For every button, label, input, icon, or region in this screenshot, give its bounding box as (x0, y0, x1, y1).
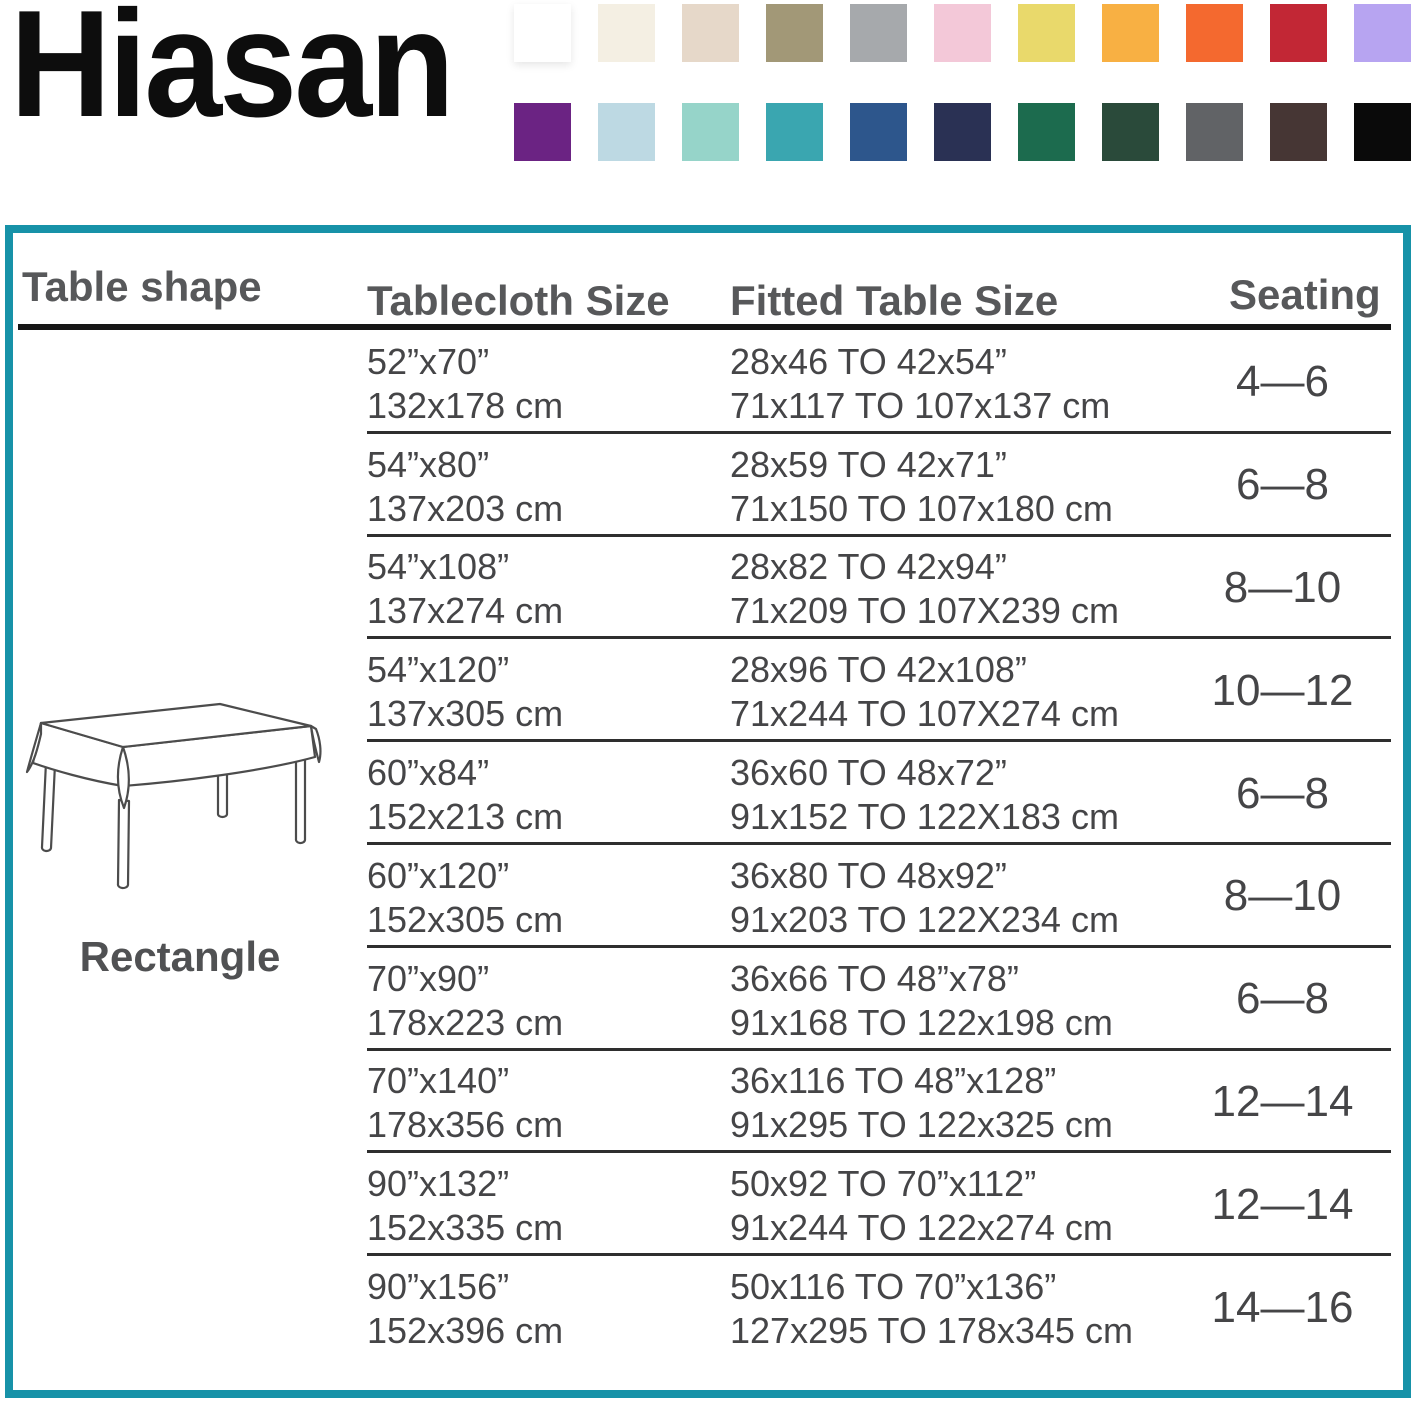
tablecloth-size-cm: 152x305 cm (367, 898, 564, 940)
tablecloth-size-cm: 137x305 cm (367, 693, 564, 735)
tablecloth-size-cm: 152x335 cm (367, 1207, 564, 1249)
tablecloth-size-cm: 178x223 cm (367, 1001, 564, 1043)
tablecloth-size-cm: 137x203 cm (367, 487, 564, 529)
fitted-size-cm: 127x295 TO 178x345 cm (730, 1310, 1133, 1352)
fitted-size-cm: 91x295 TO 122x325 cm (730, 1104, 1113, 1146)
rectangle-table-icon (25, 702, 327, 894)
shape-label: Rectangle (79, 933, 281, 980)
color-swatch (1018, 103, 1075, 161)
tablecloth-size-cm: 178x356 cm (367, 1104, 564, 1146)
color-swatch (682, 103, 739, 161)
table-shape-cell (13, 330, 367, 1390)
color-swatch (514, 4, 571, 62)
seating-range: 8—10 (1223, 871, 1342, 921)
color-swatch (1102, 4, 1159, 62)
tablecloth-size-inches: 90”x156” (367, 1266, 510, 1308)
tablecloth-size-inches: 54”x108” (367, 546, 510, 588)
color-swatch (934, 103, 991, 161)
color-swatch (766, 103, 823, 161)
tablecloth-size-inches: 70”x140” (367, 1060, 510, 1102)
color-swatch-row-2 (514, 103, 1411, 161)
fitted-size-cm: 71x117 TO 107x137 cm (730, 384, 1111, 426)
seating-range: 6—8 (1236, 460, 1329, 510)
size-chart-header-row (13, 233, 1403, 330)
tablecloth-size-inches: 70”x90” (367, 957, 490, 999)
fitted-size-cm: 71x150 TO 107x180 cm (730, 487, 1113, 529)
column-header-seating: Seating (1229, 271, 1381, 318)
seating-range: 10—12 (1211, 665, 1354, 715)
fitted-size-inches: 28x82 TO 42x94” (730, 546, 1007, 588)
tablecloth-size-cm: 152x213 cm (367, 796, 564, 838)
seating-range: 12—14 (1211, 1076, 1354, 1126)
column-header-fitted-table-size: Fitted Table Size (730, 277, 1059, 324)
fitted-size-inches: 50x116 TO 70”x136” (730, 1266, 1057, 1308)
size-chart-table (5, 225, 1411, 1398)
color-swatch (1270, 103, 1327, 161)
color-swatch (1018, 4, 1075, 62)
fitted-size-inches: 36x60 TO 48x72” (730, 752, 1007, 794)
fitted-size-cm: 71x209 TO 107X239 cm (730, 590, 1119, 632)
color-swatch (1186, 103, 1243, 161)
color-swatch (1354, 4, 1411, 62)
color-swatch (1186, 4, 1243, 62)
color-swatch (766, 4, 823, 62)
tablecloth-size-cm: 132x178 cm (367, 384, 564, 426)
tablecloth-size-inches: 54”x80” (367, 443, 490, 485)
fitted-size-inches: 28x46 TO 42x54” (730, 340, 1007, 382)
fitted-size-cm: 71x244 TO 107X274 cm (730, 693, 1119, 735)
seating-range: 14—16 (1211, 1282, 1354, 1332)
fitted-size-inches: 36x66 TO 48”x78” (730, 957, 1019, 999)
seating-range: 6—8 (1236, 768, 1329, 818)
color-swatch (682, 4, 739, 62)
color-swatch (934, 4, 991, 62)
fitted-size-inches: 50x92 TO 70”x112” (730, 1163, 1037, 1205)
color-swatch (1354, 103, 1411, 161)
brand-logo: Hiasan (10, 0, 453, 149)
fitted-size-cm: 91x244 TO 122x274 cm (730, 1207, 1113, 1249)
column-header-tablecloth-size: Tablecloth Size (367, 277, 670, 324)
seating-range: 8—10 (1223, 562, 1342, 612)
seating-range: 4—6 (1236, 357, 1329, 407)
color-swatch (514, 103, 571, 161)
tablecloth-size-inches: 54”x120” (367, 649, 510, 691)
color-swatch (1270, 4, 1327, 62)
color-swatch (850, 103, 907, 161)
color-swatch (598, 4, 655, 62)
tablecloth-size-cm: 137x274 cm (367, 590, 564, 632)
fitted-size-cm: 91x203 TO 122X234 cm (730, 898, 1119, 940)
tablecloth-size-inches: 60”x120” (367, 854, 510, 896)
fitted-size-cm: 91x152 TO 122X183 cm (730, 796, 1119, 838)
tablecloth-size-inches: 52”x70” (367, 340, 490, 382)
tablecloth-size-inches: 60”x84” (367, 752, 490, 794)
color-swatch (1102, 103, 1159, 161)
fitted-size-inches: 28x96 TO 42x108” (730, 649, 1027, 691)
seating-range: 6—8 (1236, 974, 1329, 1024)
color-swatch (850, 4, 907, 62)
column-header-table-shape: Table shape (22, 263, 262, 310)
color-swatch (598, 103, 655, 161)
fitted-size-inches: 36x116 TO 48”x128” (730, 1060, 1057, 1102)
seating-range: 12—14 (1211, 1179, 1354, 1229)
tablecloth-size-cm: 152x396 cm (367, 1310, 564, 1352)
fitted-size-inches: 36x80 TO 48x92” (730, 854, 1007, 896)
tablecloth-size-inches: 90”x132” (367, 1163, 510, 1205)
color-swatch-row-1 (514, 4, 1411, 62)
fitted-size-inches: 28x59 TO 42x71” (730, 443, 1007, 485)
fitted-size-cm: 91x168 TO 122x198 cm (730, 1001, 1113, 1043)
